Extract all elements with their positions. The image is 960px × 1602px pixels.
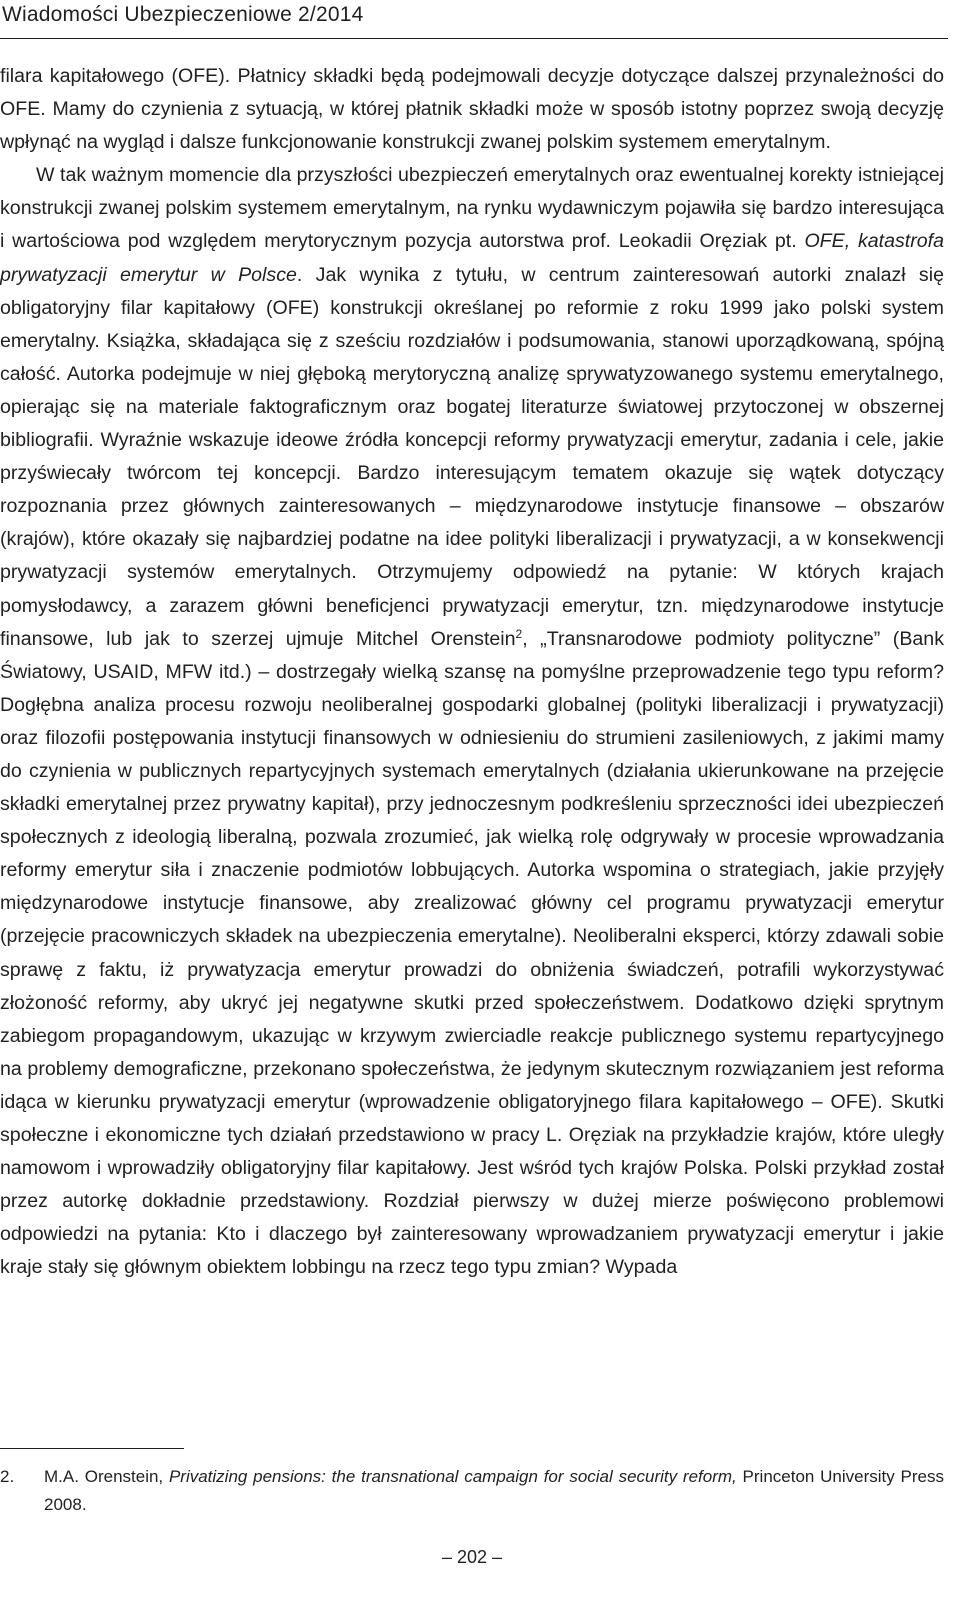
- page-number: – 202 –: [441, 1547, 503, 1567]
- paragraph-1: filara kapitałowego (OFE). Płatnicy składki będą podejmowali decyzje dotyczące dalszej przynależności do OFE. Mamy do czynienia z sytuacją, w której płatnik składki może w sposób istotny poprzez swoją decyzję wpłynąć na wygląd i dalsze funkcjonowanie konstrukcji zwanej polskim systemem emerytalnym.: [0, 65, 944, 154]
- header-divider: [0, 38, 948, 39]
- article-body: [0, 60, 944, 1284]
- footnote-text: [44, 1463, 944, 1519]
- footnote-publisher: Princeton University Press 2008.: [44, 1467, 944, 1514]
- footnote-author: M.A. Orenstein,: [44, 1467, 169, 1486]
- paragraph-2-part-3: , „Transnarodowe podmioty polityczne” (Bank Światowy, USAID, MFW itd.) – dostrzegały wielką szansę na pomyślne przeprowadzenie tego typu reform? Dogłębna analiza procesu rozwoju neoliberalnej gospodarki globalnej (polityki liberalizacji i prywatyzacji) oraz filozofii postępowania instytucji finansowych w odniesieniu do strumieni zasileniowych, z jakimi mamy do czynienia w publicznych repartycyjnych systemach emerytalnych (działania ukierunkowane na przejęcie składki emerytalnej przez prywatny kapitał), przy jednoczesnym podkreśleniu sprzeczności idei ubezpieczeń społecznych z ideologią liberalną, pozwala zrozumieć, jak wielką rolę odgrywały w procesie wprowadzania reformy emerytur siła i znaczenie podmiotów lobbujących. Autorka wspomina o strategiach, jakie przyjęły międzynarodowe instytucje finansowe, aby zrealizować główny cel programu prywatyzacji emerytur (przejęcie pracowniczych składek na ubezpieczenia emerytalne). Neoliberalni eksperci, którzy zdawali sobie sprawę z faktu, iż prywatyzacja emerytur prowadzi do obniżenia świadczeń, potrafili wykorzystywać złożoność reformy, aby ukryć jej negatywne skutki przed społeczeństwem. Dodatkowo dzięki sprytnym zabiegom propagandowym, ukazując w krzywym zwierciadle reakcje publicznego systemu repartycyjnego na problemy demograficzne, przekonano społeczeństwa, że jedynym skutecznym rozwiązaniem jest reforma idąca w kierunku prywatyzacji emerytur (wprowadzenie obligatoryjnego filara kapitałowego – OFE). Skutki społeczne i ekonomiczne tych działań przedstawiono w pracy L. Oręziak na przykładzie krajów, które uległy namowom i wprowadziły obligatoryjny filar kapitałowy. Jest wśród tych krajów Polska. Polski przykład został przez autorkę dokładnie przedstawiony. Rozdział pierwszy w dużej mierze poświęcono problemowi odpowiedzi na pytania: Kto i dlaczego był zainteresowany wprowadzaniem prywatyzacji emerytur i jakie kraje stały się głównym obiektem lobbingu na rzecz tego typu zmian? Wypada: [0, 627, 944, 1279]
- paragraph-2: [0, 159, 944, 1284]
- footnote-reference: 2: [515, 626, 523, 641]
- running-header: [0, 0, 960, 40]
- footnote-book-title: Privatizing pensions: the transnational campaign for social security reform,: [168, 1467, 737, 1486]
- paragraph-2-part-1: W tak ważnym momencie dla przyszłości ubezpieczeń emerytalnych oraz ewentualnej korekty istniejącej konstrukcji zwanej polskim systemem emerytalnym, na rynku wydawniczym pojawiła się bardzo interesująca i wartościowa pod względem merytorycznym pozycja autorstwa prof. Leokadii Oręziak pt.: [0, 164, 944, 253]
- journal-title: Wiadomości Ubezpieczeniowe 2/2014: [2, 3, 364, 26]
- footnote: [0, 1463, 944, 1519]
- paragraph-2-part-2: . Jak wynika z tytułu, w centrum zainteresowań autorki znalazł się obligatoryjny filar kapitałowy (OFE) konstrukcji określanej po reformie z roku 1999 jako polski system emerytalny. Książka, składająca się z sześciu rozdziałów i podsumowania, stanowi uporządkowaną, spójną całość. Autorka podejmuje w niej głęboką merytoryczną analizę sprywatyzowanego systemu emerytalnego, opierając się na materiale faktograficznym oraz bogatej literaturze światowej przytoczonej w obszernej bibliografii. Wyraźnie wskazuje ideowe źródła koncepcji reformy prywatyzacji emerytur, zadania i cele, jakie przyświecały twórcom tej koncepcji. Bardzo interesującym tematem okazuje się wątek dotyczący rozpoznania przez głównych zainteresowanych – międzynarodowe instytucje finansowe – obszarów (krajów), które okazały się najbardziej podatne na idee polityki liberalizacji i prywatyzacji, a w konsekwencji prywatyzacji systemów emerytalnych. Otrzymujemy odpowiedź na pytanie: W których krajach pomysłodawcy, a zarazem główni beneficjenci prywatyzacji emerytur, tzn. międzynarodowe instytucje finansowe, lub jak to szerzej ujmuje Mitchel Orenstein: [0, 263, 944, 650]
- footnote-divider: [0, 1448, 184, 1449]
- book-title: OFE, katastrofa prywatyzacji emerytur w Polsce: [0, 230, 944, 286]
- footnote-number: 2.: [0, 1467, 15, 1486]
